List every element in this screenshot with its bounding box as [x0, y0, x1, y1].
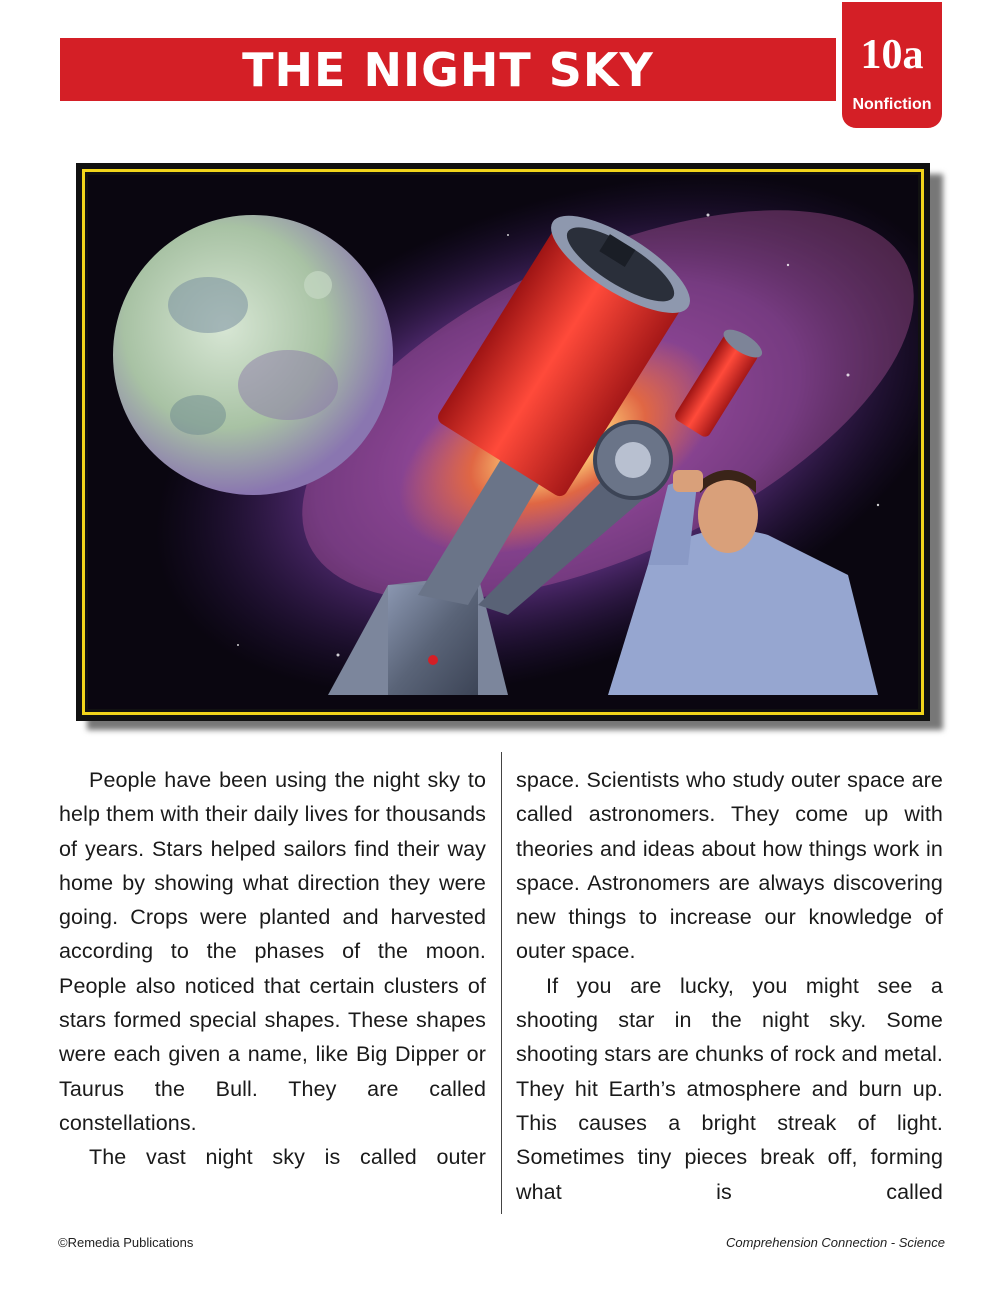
article-column-left — [59, 763, 486, 1175]
lesson-tab — [842, 2, 942, 128]
genre-label: Nonfiction — [852, 96, 932, 113]
illustration-frame — [76, 163, 930, 721]
night-sky-illustration — [88, 175, 918, 709]
lesson-number: 10a — [860, 32, 924, 78]
series-title: Comprehension Connection - Science — [726, 1235, 945, 1250]
column-divider — [501, 752, 502, 1214]
paragraph: People have been using the night sky to help them with their daily lives for thousands of years. Stars helped sailors find their way home by showing what direction they were going. Crops were planted and harvested according to the phases of the moon. People also noticed that certain clusters of stars formed special shapes. These shapes were each given a name, like Big Dipper or Taurus the Bull. They are called constellations. — [59, 768, 486, 1135]
paragraph: The vast night sky is called outer — [89, 1145, 486, 1170]
publisher-credit: ©Remedia Publications — [58, 1235, 194, 1250]
moon-icon — [113, 215, 393, 495]
article-column-right — [516, 763, 943, 1209]
paragraph: If you are lucky, you might see a shooting star in the night sky. Some shooting stars are chunks of rock and metal. They hit Earth’s atmosphere and burn up. This causes a bright streak of light. Sometimes tiny pieces break off, forming what is called — [516, 973, 943, 1204]
page-title: THE NIGHT SKY — [60, 38, 836, 101]
paragraph: space. Scientists who study outer space are called astronomers. They come up with theories and ideas about how things work in space. Astronomers are always discovering new things to increase our knowledge of outer space. — [516, 768, 943, 964]
